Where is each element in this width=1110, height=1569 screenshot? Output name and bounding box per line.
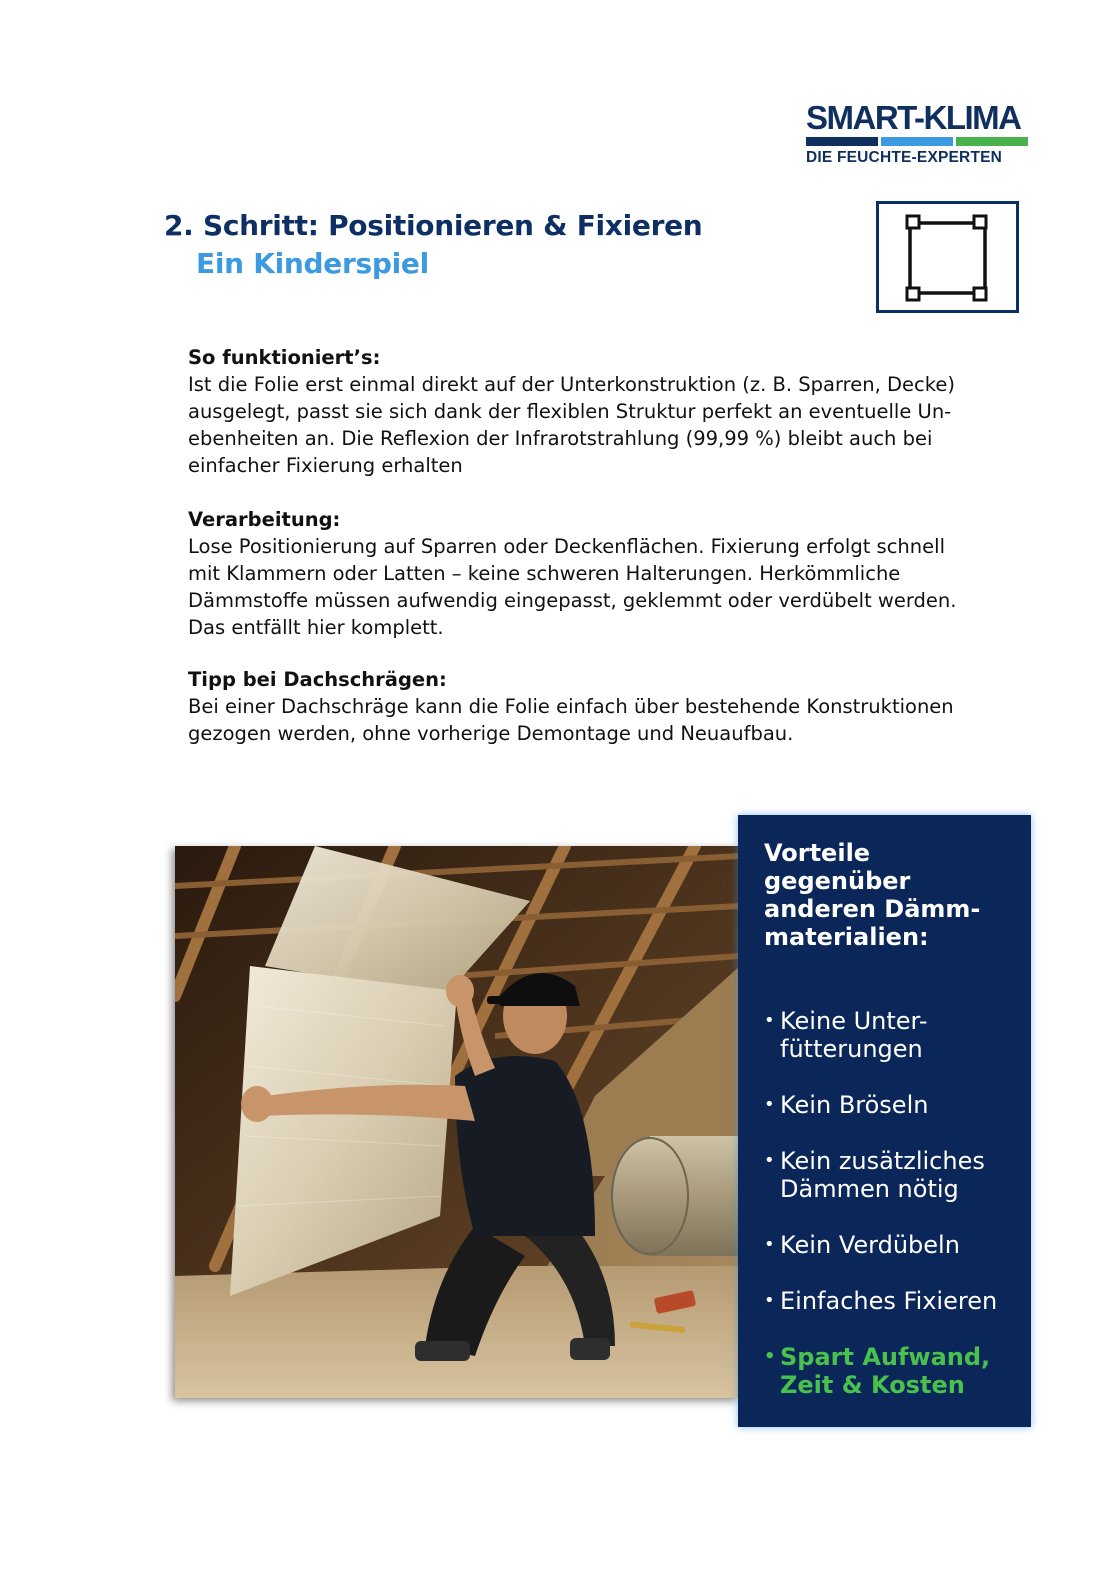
logo-name: SMART-KLIMA: [806, 99, 1021, 136]
section-heading: Tipp bei Dachschrägen:: [188, 668, 447, 691]
section-body: Bei einer Dachschräge kann die Folie einfach über bestehende Konstruktionen gezogen werden, ohne vorherige Demontage und Neuaufbau.: [188, 695, 954, 745]
section-heading: So funktioniert’s:: [188, 346, 381, 369]
logo-bar-light-blue: [881, 137, 953, 146]
frame-fixing-icon: [876, 201, 1019, 313]
logo-bar-green: [956, 137, 1028, 146]
brand-logo: [806, 101, 1028, 167]
advantage-item: • Kein Verdübeln: [764, 1231, 1013, 1259]
logo-tagline: DIE FEUCHTE-EXPERTEN: [806, 149, 1003, 166]
advantage-item-highlight: • Spart Aufwand, Zeit & Kosten: [764, 1343, 1013, 1399]
advantages-panel: [738, 815, 1031, 1427]
attic-installation-illustration: [175, 846, 740, 1398]
section-processing: [188, 506, 1018, 641]
page-subtitle: Ein Kinderspiel: [196, 247, 429, 280]
page-title: 2. Schritt: Positionieren & Fixieren: [164, 209, 703, 242]
advantages-title: Vorteile gegenüber anderen Dämm- materialien:: [764, 839, 981, 951]
frame-fixing-icon-graphic: [879, 204, 1016, 310]
section-body: Ist die Folie erst einmal direkt auf der Unterkonstruktion (z. B. Sparren, Decke) ausgelegt, passt sie sich dank der flexiblen Struktur perfekt an eventuelle Un- ebenheiten an. Die Reflexion der Infrarotstrahlung (99,99 %) bleibt auch bei einfacher Fixierung erhalten: [188, 373, 955, 477]
section-how-it-works: [188, 344, 1018, 479]
logo-bar-dark-blue: [806, 137, 878, 146]
section-body: Lose Positionierung auf Sparren oder Deckenflächen. Fixierung erfolgt schnell mit Klammern oder Latten – keine schweren Halterungen. Herkömmliche Dämmstoffe müssen aufwendig eingepasst, geklemmt oder verdübelt werden. Das entfällt hier komplett.: [188, 535, 957, 639]
advantage-item: • Kein Bröseln: [764, 1091, 1013, 1119]
advantages-list: [764, 1007, 1013, 1399]
advantage-item: • Keine Unter- fütterungen: [764, 1007, 1013, 1063]
advantage-item: • Einfaches Fixieren: [764, 1287, 1013, 1315]
advantage-item: • Kein zusätzliches Dämmen nötig: [764, 1147, 1013, 1203]
section-roof-slope-tip: [188, 666, 1018, 747]
logo-color-bars: [806, 137, 1028, 146]
attic-installation-photo: [175, 846, 740, 1398]
section-heading: Verarbeitung:: [188, 508, 341, 531]
